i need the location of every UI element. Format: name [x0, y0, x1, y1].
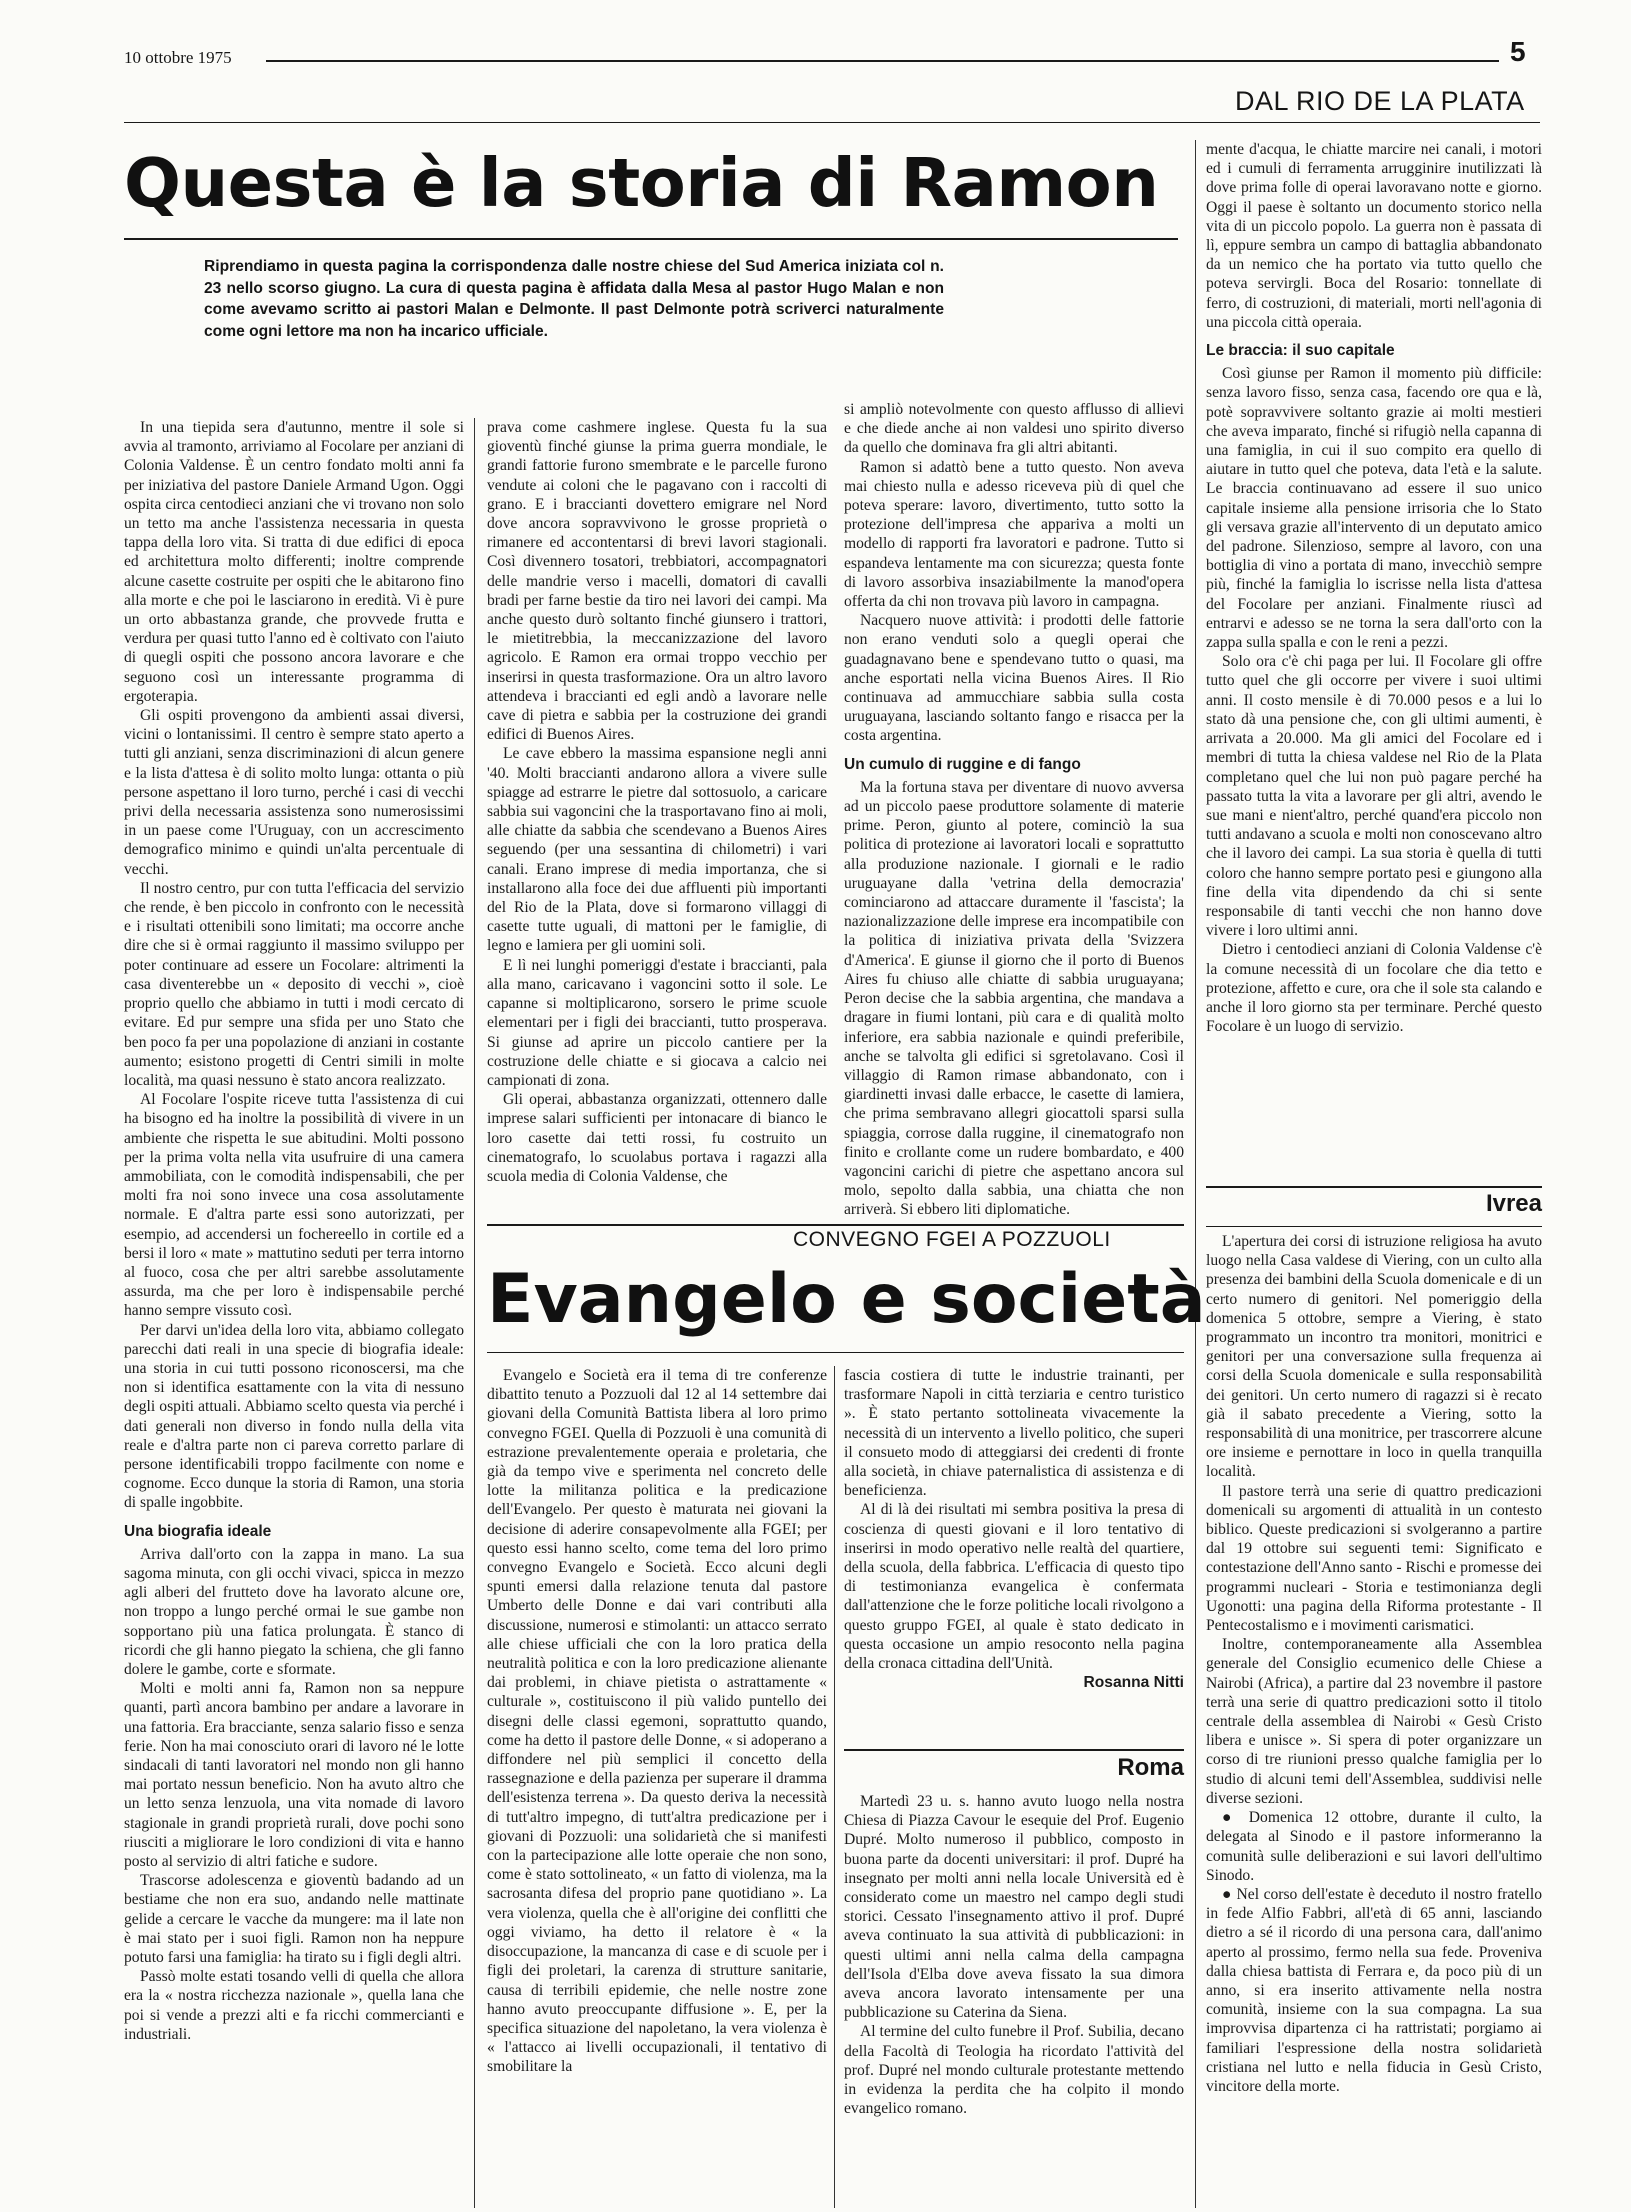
- ivrea-under-rule: [1206, 1226, 1542, 1227]
- ivrea-p4: ● Domenica 12 ottobre, durante il culto, la delegata al Sinodo e il pastore informeranno la comunità sulle deliberazioni e sui lavori dell'ultimo Sinodo.: [1206, 1809, 1542, 1884]
- fgei-signature: Rosanna Nitti: [1083, 1674, 1184, 1692]
- ramon-p3: Il nostro centro, pur con tutta l'efficacia del servizio che rende, è ben piccolo in confronto con le necessità e i risultati ottenibili sono limitati; ma occorre anche dire che si è ormai raggiunto il massimo sviluppo per poter continuare ad essere un Focolare: altrimenti la casa diventerebbe un « deposito di vecchi », cioè proprio quello che abbiamo in tutti i modi cercato di evitare. Ed pur sempre una sfida per uno Stato che ben poco fa per una popolazione di anziani in costante aumento; esistono progetti di Centri simili in molte località, ma quasi nessuno è stato ancora realizzato.: [124, 879, 464, 1089]
- ramon-p9: Passò molte estati tosando velli di quella che allora era la « nostra ricchezza nazionale », quella lana che poi si vende a prezzi alti e fa ricchi commercianti e industriali.: [124, 1968, 464, 2043]
- roma-p1: Martedì 23 u. s. hanno avuto luogo nella nostra Chiesa di Piazza Cavour le esequie del Prof. Eugenio Dupré. Molto numeroso il pubblico, composto in buona parte da docenti universitari: il prof. Dupré ha insegnato per molti anni nella locale Università ed è considerato come un maestro nel campo degli studi storici. Cessato l'insegnamento attivo il prof. Dupré aveva continuato la sua attività di pubblicazioni: in questi ultimi anni nella calma della campagna dell'Isola d'Elba dove aveva fissato la sua dimora aveva ancora lavorato intensamente per una pubblicazione su Caterina da Siena.: [844, 1793, 1184, 2022]
- ramon-column-1: [124, 418, 464, 2208]
- ramon-p10: prava come cashmere inglese. Questa fu la sua gioventù finché giunse la prima guerra mondiale, le grandi fattorie furono smembrate e le parcelle furono vendute ai coloni che le pagavano con i raccolti di grano. E i braccianti dovettero emigrare nel Nord dove ancora sopravvivono le grosse proprietà o rimanere ed accontentarsi di brevi lavori stagionali. Così divennero tosatori, trebbiatori, accompagnatori delle mandrie verso i macelli, domatori di cavalli bradi per farne bestie da tiro nei lavori dei campi. Ma anche questo durò soltanto finché giunsero i trattori, le mietitrebbia, la meccanizzazione del lavoro agricolo. E Ramon era ormai troppo vecchio per inserirsi in questa trasformazione. Ora un altro lavoro attendeva i braccianti ed egli andò a lavorare nelle cave di pietra e sabbia per la costruzione dei grandi edifici di Buenos Aires.: [487, 419, 827, 744]
- headline-rule: [124, 238, 1178, 240]
- ramon-p21: Solo ora c'è chi paga per lui. Il Focolare gli offre tutto quel che gli occorre per vivere i suoi ultimi anni. Il costo mensile è di 70.000 pesos e a lui lo stato dà una pensione che, con gli ultimi aumenti, è arrivata a 20.000. Ma gli amici del Focolare ed i membri di tutta la chiesa valdese nel Rio de la Plata completano quel che lui non può pagare perché ha passato tutta la vita a lavorare per gli altri, avendo le sue mani e nient'altro, perché quand'era piccolo non tutti andavano a scuola e molti non conoscevano altro che il lavoro dei campi. La sua storia è quella di tutti coloro che hanno sempre portato pesi e giungono alla fine della vita dipendendo da chi si sente responsabile di tanti vecchi che non hanno dove vivere i loro ultimi anni.: [1206, 653, 1542, 940]
- ivrea-p2: Il pastore terrà una serie di quattro predicazioni domenicali su argomenti di attualità in un contesto biblico. Queste predicazioni si svolgeranno a partire dal 19 ottobre sui seguenti temi: Significato e contestazione dell'Anno santo - Rischi e promesse dei programmi nucleari - Storia e testimonianza degli Ugonotti: una pagina della Riforma protestante - Il Pentecostalismo e i movimenti carismatici.: [1206, 1482, 1542, 1635]
- subhead-ruggine: Un cumulo di ruggine e di fango: [844, 755, 1081, 773]
- subhead-biografia: Una biografia ideale: [124, 1522, 272, 1540]
- fgei-p1: Evangelo e Società era il tema di tre conferenze dibattito tenuto a Pozzuoli dal 12 al 14 settembre dai giovani della Comunità Battista libera al loro primo convegno FGEI. Quella di Pozzuoli è una comunità di estrazione prevalentemente operaia e proletaria, che già da tempo vive e sperimenta nel concreto delle lotte la militanza politica e la predicazione dell'Evangelo. Per questo è maturata nei giovani la decisione di aderire consapevolmente alla FGEI; per questo essi hanno scelto, come tema del loro primo convegno Evangelo e Società. Ecco alcuni degli spunti emersi dalla relazione tenuta dal pastore Umberto delle Donne e dai vari contributi alla discussione, numerosi e stimolanti: un attacco serrato alle chiese ufficiali che con la loro pratica della neutralità politica e con la loro predicazione alienante dai problemi, in chiave pietista o astrattamente « culturale », costituiscono il più valido puntello dei disegni delle classi egemoni, soprattutto quando, come ha detto il pastore delle Donne, « si adoperano a diffondere nel più semplici il concetto della rassegnazione e della pazienza per superare il dramma dell'esistenza terrena ». Da questo deriva la necessità di tutt'altro impegno, di tutt'altra predicazione per i giovani di Pozzuoli: una solidarietà che si manifesti con la partecipazione alle lotte operaie che non sono, come è stato sottolineato, « un fatto di violenza, ma la sacrosanta difesa del proprio pane quotidiano ». La vera violenza, quella che è all'origine dei conflitti che oggi viviamo, ha detto il relatore è « la disoccupazione, la mancanza di case e di scuole per i figli dei proletari, la carenza di strutture sanitarie, causa di terribili epidemie, che nelle nostre zone hanno avuto preoccupante diffusione ». E, per la specifica situazione del napoletano, la vera violenza è « l'attacco ai livelli occupazionali, il tentativo di smobilitare la: [487, 1367, 827, 2076]
- ramon-p11: Le cave ebbero la massima espansione negli anni '40. Molti braccianti andarono allora a vivere sulle spiagge ad estrarre le pietre dal sottosuolo, a caricare sabbia sui vagoncini che la trasportavano fino ai moli, alle chiatte da sabbia che scendevano a Buenos Aires seguendo (per una sessantina di chilometri) i vari canali. Erano imprese di media importanza, che si installarono alla foce dei due affluenti più importanti del Rio de la Plata, dove si formarono villaggi di casette tutte uguali, di mattoni per le famiglie, di legno e lamiera per gli uomini soli.: [487, 745, 827, 955]
- fgei-kicker: CONVEGNO FGEI A POZZUOLI: [793, 1228, 1111, 1251]
- fgei-p3: Al di là dei risultati mi sembra positiva la presa di coscienza di questi giovani e il loro tentativo di inserirsi in modo operativo nelle realtà del quartiere, della scuola, della fabbrica. L'efficacia di questo tipo di testimonianza evangelica è confermata dall'attenzione che le forze politiche locali rivolgono a questo gruppo FGEI, al quale è stato dedicato in questa occasione un ampio resoconto nella pagina della cronaca cittadina dell'Unità.: [844, 1501, 1184, 1673]
- ivrea-p1: L'apertura dei corsi di istruzione religiosa ha avuto luogo nella Casa valdese di Viering, con un culto alla presenza dei bambini della Scuola domenicale e di un certo numero di genitori. Nel pomeriggio della domenica 5 ottobre, sempre a Viering, è stato programmato un incontro tra monitori, monitrici e genitori per una conversazione sulla frequenza ai corsi della Scuola domenicale e sulla responsabilità dei genitori. Un certo numero di ragazzi si è recato già il sabato precedente a Viering, sotto la responsabilità di una monitrice, per trascorrere alcune ore insieme e pernottare in loco in quella tranquilla località.: [1206, 1233, 1542, 1481]
- page-number: 5: [1510, 36, 1526, 67]
- ramon-column-3: [844, 400, 1184, 1218]
- subhead-braccia: Le braccia: il suo capitale: [1206, 342, 1395, 360]
- ramon-p2: Gli ospiti provengono da ambienti assai diversi, vicini o lontanissimi. Il centro è sempre stato aperto a tutti gli anziani, senza discriminazioni di alcun genere e la lista d'attesa è di solito molto lunga: ottanta o più persone aspettano il loro turno, perché i casi di vecchi privi della necessaria assistenza sono numerosissimi in un paese come l'Uruguay, con un accrescimento demografico minimo e quindi un'alta percentuale di vecchi.: [124, 707, 464, 878]
- roma-p2: Al termine del culto funebre il Prof. Subilia, decano della Facoltà di Teologia ha ricordato l'attività del prof. Dupré nel mondo culturale protestante mettendo in evidenza la perdita che ha colpito il mondo evangelico romano.: [844, 2023, 1184, 2118]
- fgei-headline-rule: [487, 1352, 1184, 1353]
- roma-rule: [844, 1749, 1184, 1751]
- ramon-p5: Per darvi un'idea della loro vita, abbiamo collegato parecchi dati reali in una specie di biografia ideale: una storia in cui tutti possono riconoscersi, ma che non si identifica esattamente con la vita di nessuno degli ospiti attuali. Abbiamo scelto questa via perché i dati generali non diverso in fondo nulla della vita reale e d'altra parte non ci pareva corretto parlare di persone identificabili troppo facilmente con nome e cognome. Ecco dunque la storia di Ramon, una storia di spalle ingobbite.: [124, 1321, 464, 1512]
- ramon-p14: si ampliò notevolmente con questo afflusso di allievi e che diede anche ai non valdesi uno spirito diverso da quello che dominava fra gli altri abitanti.: [844, 401, 1184, 457]
- issue-date: 10 ottobre 1975: [124, 48, 232, 67]
- ramon-p6: Arriva dall'orto con la zappa in mano. La sua sagoma minuta, con gli occhi vivaci, spicca in mezzo agli alberi del frutteto dove ha lavorato alcune ore, non troppo a lungo perché ormai le sue gambe non sopportano più una fatica prolungata. È stanco di ricordi che gli hanno piegato la schiena, che gli fanno dolere le gambe, corte e sformate.: [124, 1545, 464, 1678]
- fgei-column-2: [844, 1366, 1184, 1744]
- column-divider: [834, 1366, 835, 2208]
- section-title: DAL RIO DE LA PLATA: [1235, 86, 1525, 116]
- ivrea-label: Ivrea: [1485, 1190, 1542, 1217]
- ramon-lead: Riprendiamo in questa pagina la corrispondenza dalle nostre chiese del Sud America iniziata col n. 23 nello scorso giugno. La cura di questa pagina è affidata dalla Mesa al pastor Hugo Malan e non come avevamo scritto ai pastori Malan e Delmonte. Il past Delmonte potrà scriverci naturalmente come ogni lettore ma non ha incarico ufficiale.: [204, 258, 944, 340]
- ramon-p7: Molti e molti anni fa, Ramon non sa neppure quanti, partì ancora bambino per andare a lavorare in una fattoria. Era bracciante, senza salario fisso e senza ferie. Non ha mai conosciuto orari di lavoro né le lotte sindacali di tanti lavoratori nel mondo non gli hanno mai portato nessun beneficio. Non ha avuto altro che un letto senza lenzuola, una vita nomade di lavoro stagionale in grandi proprietà rurali, dove pochi sono riusciti a migliorare le loro condizioni di vita e hanno posto al servizio di altri fatiche e sudore.: [124, 1680, 464, 1871]
- ramon-p4: Al Focolare l'ospite riceve tutta l'assistenza di cui ha bisogno ed ha inoltre la possibilità di vivere in un ambiente che rispetta le sue abitudini. Molti possono per la prima volta nella vita usufruire di una camera ammobiliata, con le comodità indispensabili, che per molti fra noi sono invece una cosa assolutamente normale. E d'altra parte essi sono autorizzati, per esempio, ad accendersi un fochereello in cortile ed a bersi il loro « mate » mattutino seduti per terra intorno al fuoco, cosa che per altri sarebbe assolutamente assurda, ma che per loro è indispensabile perché hanno sempre vissuto così.: [124, 1091, 464, 1320]
- ramon-p13: Gli operai, abbastanza organizzati, ottennero dalle imprese salari sufficienti per intonacare di bianco le loro casette dai tetti rossi, fu costruito un cinematografo, lo scuolabus portava i ragazzi alla scuola media di Colonia Valdense, che: [487, 1091, 827, 1185]
- ivrea-rule: [1206, 1186, 1542, 1188]
- ramon-p8: Trascorse adolescenza e gioventù badando ad un bestiame che non era suo, andando nelle mattinate gelide a cercare le vacche da mungere: ma il late non è mai stato per i suoi figli. Ramon non ha neppure potuto farsi una famiglia: ha tirato su i figli degli altri.: [124, 1872, 464, 1967]
- ivrea-column: [1206, 1232, 1542, 2208]
- ramon-p17: Ma la fortuna stava per diventare di nuovo avversa ad un piccolo paese produttore solamente di materie prime. Peron, giunto al potere, cominciò la sua politica di protezione ai lavoratori locali e soprattutto alla produzione nazionale. I giornali e le radio uruguayane dalla 'vetrina della democrazia' cominciarono ad attaccare duramente il 'fascista'; la nazionalizzazione delle imprese era incompatibile con la politica di iniziativa privata della 'Svizzera d'America'. E giunse il giorno che il porto di Buenos Aires fu chiuso alle chiatte di sabbia uruguayana; Peron decise che la sabbia argentina, che mandava a dragare in fiumi lontani, più cara e di qualità molto inferiore, era sabbia nazionale e quindi preferibile, anche se talvolta gli edifici si sgretolavano. Così il villaggio di Ramon rimase abbandonato, con i giardinetti invasi dalle erbacce, le casette di lamiera, che prima sembravano allegri giocattoli sparsi sulla spiaggia, corrose dalla ruggine, il cinematografo non finito e crollante come un rudere bombardato, e 400 vagoncini carichi di pietre che aspettano ancora sul molo, sepolto dalla sabbia, una chiatta che non arriverà. Si ebbero liti diplomatiche.: [844, 778, 1184, 1218]
- roma-column: [844, 1792, 1184, 2208]
- ramon-column-2: [487, 418, 827, 1218]
- roma-label: Roma: [1117, 1754, 1184, 1781]
- ramon-p22: Dietro i centodieci anziani di Colonia Valdense c'è la comune necessità di un focolare che dia tetto e protezione, affetto e cure, ora che il sole sta calando e anche il loro giorno sta per terminare. Perché questo Focolare è un luogo di servizio.: [1206, 941, 1542, 1036]
- column-divider: [474, 418, 475, 2208]
- fgei-headline: Evangelo e società: [487, 1260, 1206, 1339]
- ivrea-p3: Inoltre, contemporaneamente alla Assemblea generale del Consiglio ecumenico delle Chiese a Nairobi (Africa), a partire dal 23 novembre il pastore terrà una serie di quattro predicazioni sotto il titolo centrale della assemblea di Nairobi « Gesù Cristo libera e unisce ». Si spera di poter organizzare un corso di tre riunioni presso qualche famiglia per lo studio di alcuni temi dell'Assemblea, suddivisi nelle diverse sezioni.: [1206, 1636, 1542, 1807]
- ramon-p1: In una tiepida sera d'autunno, mentre il sole si avvia al tramonto, arriviamo al Focolare per anziani di Colonia Valdense. È un centro fondato molti anni fa per iniziativa del pastore Daniele Armand Ugon. Oggi ospita circa centodieci anziani che vi trovano non solo un tetto ma anche l'assistenza necessaria in questa tappa della loro vita. Si tratta di due edifici di epoca ed architettura molto differenti; inoltre comprende alcune casette costruite per ospiti che le abitarono fino alla morte e che poi le lasciarono in eredità. Vi è pure un orto abbastanza grande, che provvede frutta e verdura per quasi tutto l'anno ed è coltivato con l'aiuto di quegli ospiti che possono ancora lavorare e che seguono così un interessante programma di ergoterapia.: [124, 419, 464, 705]
- fgei-column-1: [487, 1366, 827, 2208]
- fgei-p2: fascia costiera di tutte le industrie trainanti, per trasformare Napoli in città terziaria e centro turistico ». È stato pertanto sottolineata vivacemente la necessità di un intervento a livello politico, che superi il consueto modo di atteggiarsi dei credenti di fronte alla società, in chiave paternalistica di assistenza e di beneficienza.: [844, 1367, 1184, 1500]
- ivrea-p5: ● Nel corso dell'estate è deceduto il nostro fratello in fede Alfio Fabbri, all'età di 65 anni, lasciando dietro a sé il ricordo di una persona cara, dall'animo aperto al prossimo, fermo nella sua fede. Proveniva dalla chiesa battista di Ferrara e, da poco più di un anno, si era inserito attivamente nella nostra comunità, insieme con la sua compagna. La sua improvvisa dipartenza ci ha rattristati; porgiamo ai familiari l'espressione della nostra solidarietà cristiana nel lutto e nella fiducia in Gesù Cristo, vincitore della morte.: [1206, 1885, 1542, 2095]
- masthead-rule: [266, 60, 1499, 62]
- ramon-p12: E lì nei lunghi pomeriggi d'estate i braccianti, pala alla mano, caricavano i vagoncini sotto il sole. Le capanne si moltiplicarono, sorsero le prime scuole elementari per i figli dei braccianti, tutto prosperava. Si giunse ad aprire un piccolo cantiere per la costruzione delle chiatte e si giocava a calcio nei campionati di zona.: [487, 956, 827, 1089]
- ramon-column-4: [1206, 140, 1542, 1180]
- section-rule: [124, 122, 1540, 123]
- ramon-headline: Questa è la storia di Ramon: [124, 144, 1159, 222]
- ramon-p19: mente d'acqua, le chiatte marcire nei canali, i motori ed i cumuli di ferramenta arrugginire inutilizzati là dove prima folle di operai lavoravano notte e giorno. Oggi il paese è soltanto un documento storico nella vita di un piccolo popolo. La guerra non è passata di lì, eppure sembra un campo di battaglia abbandonato da un nemico che ha portato via tutto quello che poteva servirgli. Boca del Rosario: tonnellate di ferro, di costruzioni, di materiali, morti nell'agonia di una piccola città operaia.: [1206, 141, 1542, 331]
- fgei-top-rule: [487, 1224, 1184, 1226]
- ramon-p16: Nacquero nuove attività: i prodotti delle fattorie non erano venduti solo a quegli operai che guadagnavano bene e spendevano tutto o quasi, ma anche esportati nella vicina Buenos Aires. Il Rio continuava ad ammucchiare sabbia sulla costa uruguayana, lasciando soltanto fango e risacca per la costa argentina.: [844, 612, 1184, 745]
- ramon-p20: Così giunse per Ramon il momento più difficile: senza lavoro fisso, senza casa, facendo ore qua e là, potè sopravvivere soltanto grazie ai molti mestieri che aveva imparato, finché si rifugiò nella capanna di una famiglia, in cui il suo compito era quello di aiutare in tutto quel che poteva, data l'età e la salute. Le braccia continuavano ad essere il suo unico capitale insieme alla pensione irrisoria che lo Stato gli versava grazie all'intervento di un deputato amico del padrone. Silenzioso, sempre al lavoro, con una bottiglia di vino a portata di mano, invecchiò sempre più, finché la famiglia lo iscrisse nella lista d'attesa del Focolare per anziani. Finalmente riuscì ad entrarvi e adesso se ne torna la sera dall'orto con la zappa sulla spalla e con le reni a pezzi.: [1206, 365, 1542, 652]
- ramon-p15: Ramon si adattò bene a tutto questo. Non aveva mai chiesto nulla e adesso riceveva più di quel che poteva sperare: lavoro, divertimento, tutto sotto la protezione dell'impresa che appariva a molti un modello di rapporti fra lavoratori e padrone. Tutto si espandeva lentamente ma con sicurezza; questa fonte di lavoro assorbiva insaziabilmente la manod'opera offerta da chi non trovava più lavoro in campagna.: [844, 458, 1184, 611]
- column-divider: [1195, 140, 1196, 2208]
